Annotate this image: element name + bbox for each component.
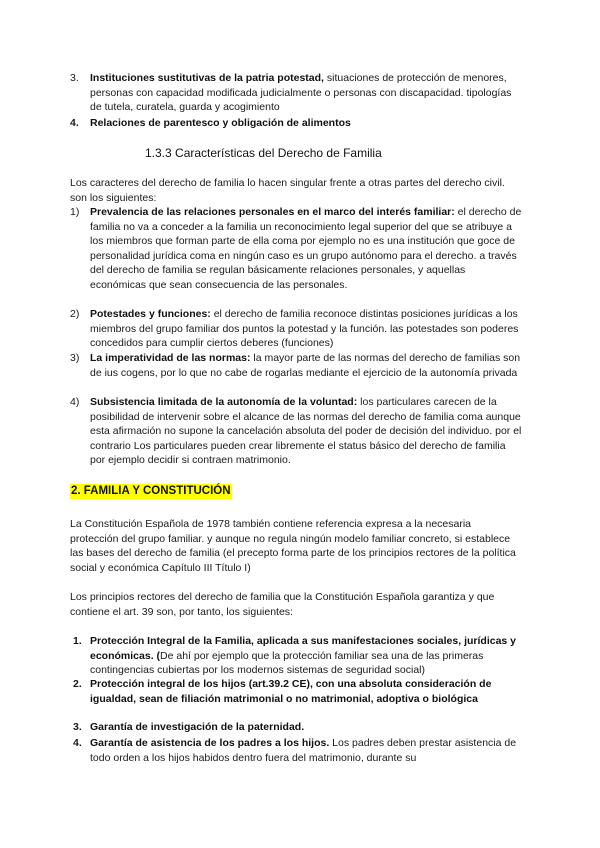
characteristic-item-1 bbox=[70, 205, 522, 293]
list-item-bold: Instituciones sustitutivas de la patria potestad, bbox=[90, 72, 324, 84]
list-number: 2) bbox=[70, 308, 80, 320]
list-item-bold: Potestades y funciones: bbox=[90, 308, 211, 320]
list-item-text: el derecho de familia reconoce distintas posiciones jurídicas a los miembros del grupo familiar dos puntos la potestad y la función. las potestades son poderes concedidos para cumplir ciertos deberes (funciones) bbox=[90, 308, 519, 350]
top-list-item-3 bbox=[70, 71, 522, 115]
list-item-bold: Protección Integral de la Familia, aplicada a sus manifestaciones sociales, jurídicas y económicas. ( bbox=[90, 635, 517, 662]
list-item-bold: Relaciones de parentesco y obligación de alimentos bbox=[90, 117, 351, 129]
list-item-bold: La imperatividad de las normas: bbox=[90, 352, 251, 364]
principle-item-1 bbox=[73, 634, 526, 678]
top-list-item-4 bbox=[70, 116, 522, 131]
list-number: 3. bbox=[70, 72, 79, 84]
list-item-bold: Garantía de asistencia de los padres a los hijos. bbox=[90, 737, 330, 749]
list-item-text: Los padres deben prestar asistencia de todo orden a los hijos habidos dentro fuera del matrimonio, durante su bbox=[90, 737, 517, 764]
list-number: 2. bbox=[73, 678, 82, 690]
section-heading-familia-constitucion: 2. FAMILIA Y CONSTITUCIÓN bbox=[71, 485, 231, 497]
list-item-bold: Subsistencia limitada de la autonomía de la voluntad: bbox=[90, 396, 358, 408]
characteristic-item-4 bbox=[70, 395, 522, 468]
list-number: 4. bbox=[73, 737, 82, 749]
list-item-text: situaciones de protección de menores, personas con capacidad modificada judicialmente o personas con discapacidad. tipologías de tutela, curatela, guarda y acogimiento bbox=[90, 72, 512, 114]
list-item-text: la mayor parte de las normas del derecho de familias son de ius cogens, por lo que no cabe de rogarlas mediante el ejercicio de la autonomía privada bbox=[90, 352, 521, 379]
list-item-bold: Protección integral de los hijos (art.39.2 CE), con una absoluta consideración de igualdad, sean de filiación matrimonial o no matrimonial, adoptiva o biológica bbox=[90, 678, 492, 705]
list-item-bold: Prevalencia de las relaciones personales en el marco del interés familiar: bbox=[90, 206, 455, 218]
section-intro-paragraph: Los caracteres del derecho de familia lo hacen singular frente a otras partes del derecho civil. son los siguientes: bbox=[70, 177, 505, 204]
principle-item-4 bbox=[73, 736, 526, 765]
principle-item-3 bbox=[73, 720, 526, 735]
list-number: 3) bbox=[70, 352, 80, 364]
list-item-text: el derecho de familia no va a conceder a la familia un reconocimiento legal superior del que se atribuye a los miembros que forman parte de ella coma por ejemplo no es una institución que goce de personalidad jurídica coma en ningún caso es un grupo autónomo para el derecho. a través del derecho de familia se regulan básicamente relaciones personales, y aquellas económicas que sean consecuencia de las personales. bbox=[90, 206, 522, 291]
principle-item-2 bbox=[73, 677, 526, 706]
list-number: 1. bbox=[73, 635, 82, 647]
section-heading-1-3-3: 1.3.3 Características del Derecho de Familia bbox=[145, 146, 382, 160]
list-item-text: los particulares carecen de la posibilidad de intervenir sobre el alcance de las normas del derecho de familia coma aunque esta afirmación no supone la cancelación absoluta del poder de decisión del individuo. por el contrario Los particulares pueden crear libremente el status básico del derecho de familia por ejemplo decidir si contraen matrimonio. bbox=[90, 396, 522, 467]
characteristic-item-2 bbox=[70, 307, 522, 351]
characteristic-item-3 bbox=[70, 351, 522, 380]
list-item-text: De ahí por ejemplo que la protección familiar sea una de las primeras contingencias cubiertas por los modernos sistemas de seguridad social) bbox=[90, 649, 484, 677]
list-number: 3. bbox=[73, 721, 82, 733]
constitution-paragraph: La Constitución Española de 1978 también contiene referencia expresa a la necesaria protección del grupo familiar. y aunque no regula ningún modelo familiar concreto, si establece las bases del derecho de familia (el precepto forma parte de los principios rectores de la política social y económica Capítulo III Título I) bbox=[70, 518, 516, 574]
list-number: 4. bbox=[70, 117, 79, 129]
list-number: 4) bbox=[70, 396, 80, 408]
principles-paragraph: Los principios rectores del derecho de familia que la Constitución Española garantiza y que contiene el art. 39 son, por tanto, los siguientes: bbox=[70, 591, 495, 618]
list-number: 1) bbox=[70, 206, 80, 218]
list-item-bold: Garantía de investigación de la paternidad. bbox=[90, 721, 305, 733]
